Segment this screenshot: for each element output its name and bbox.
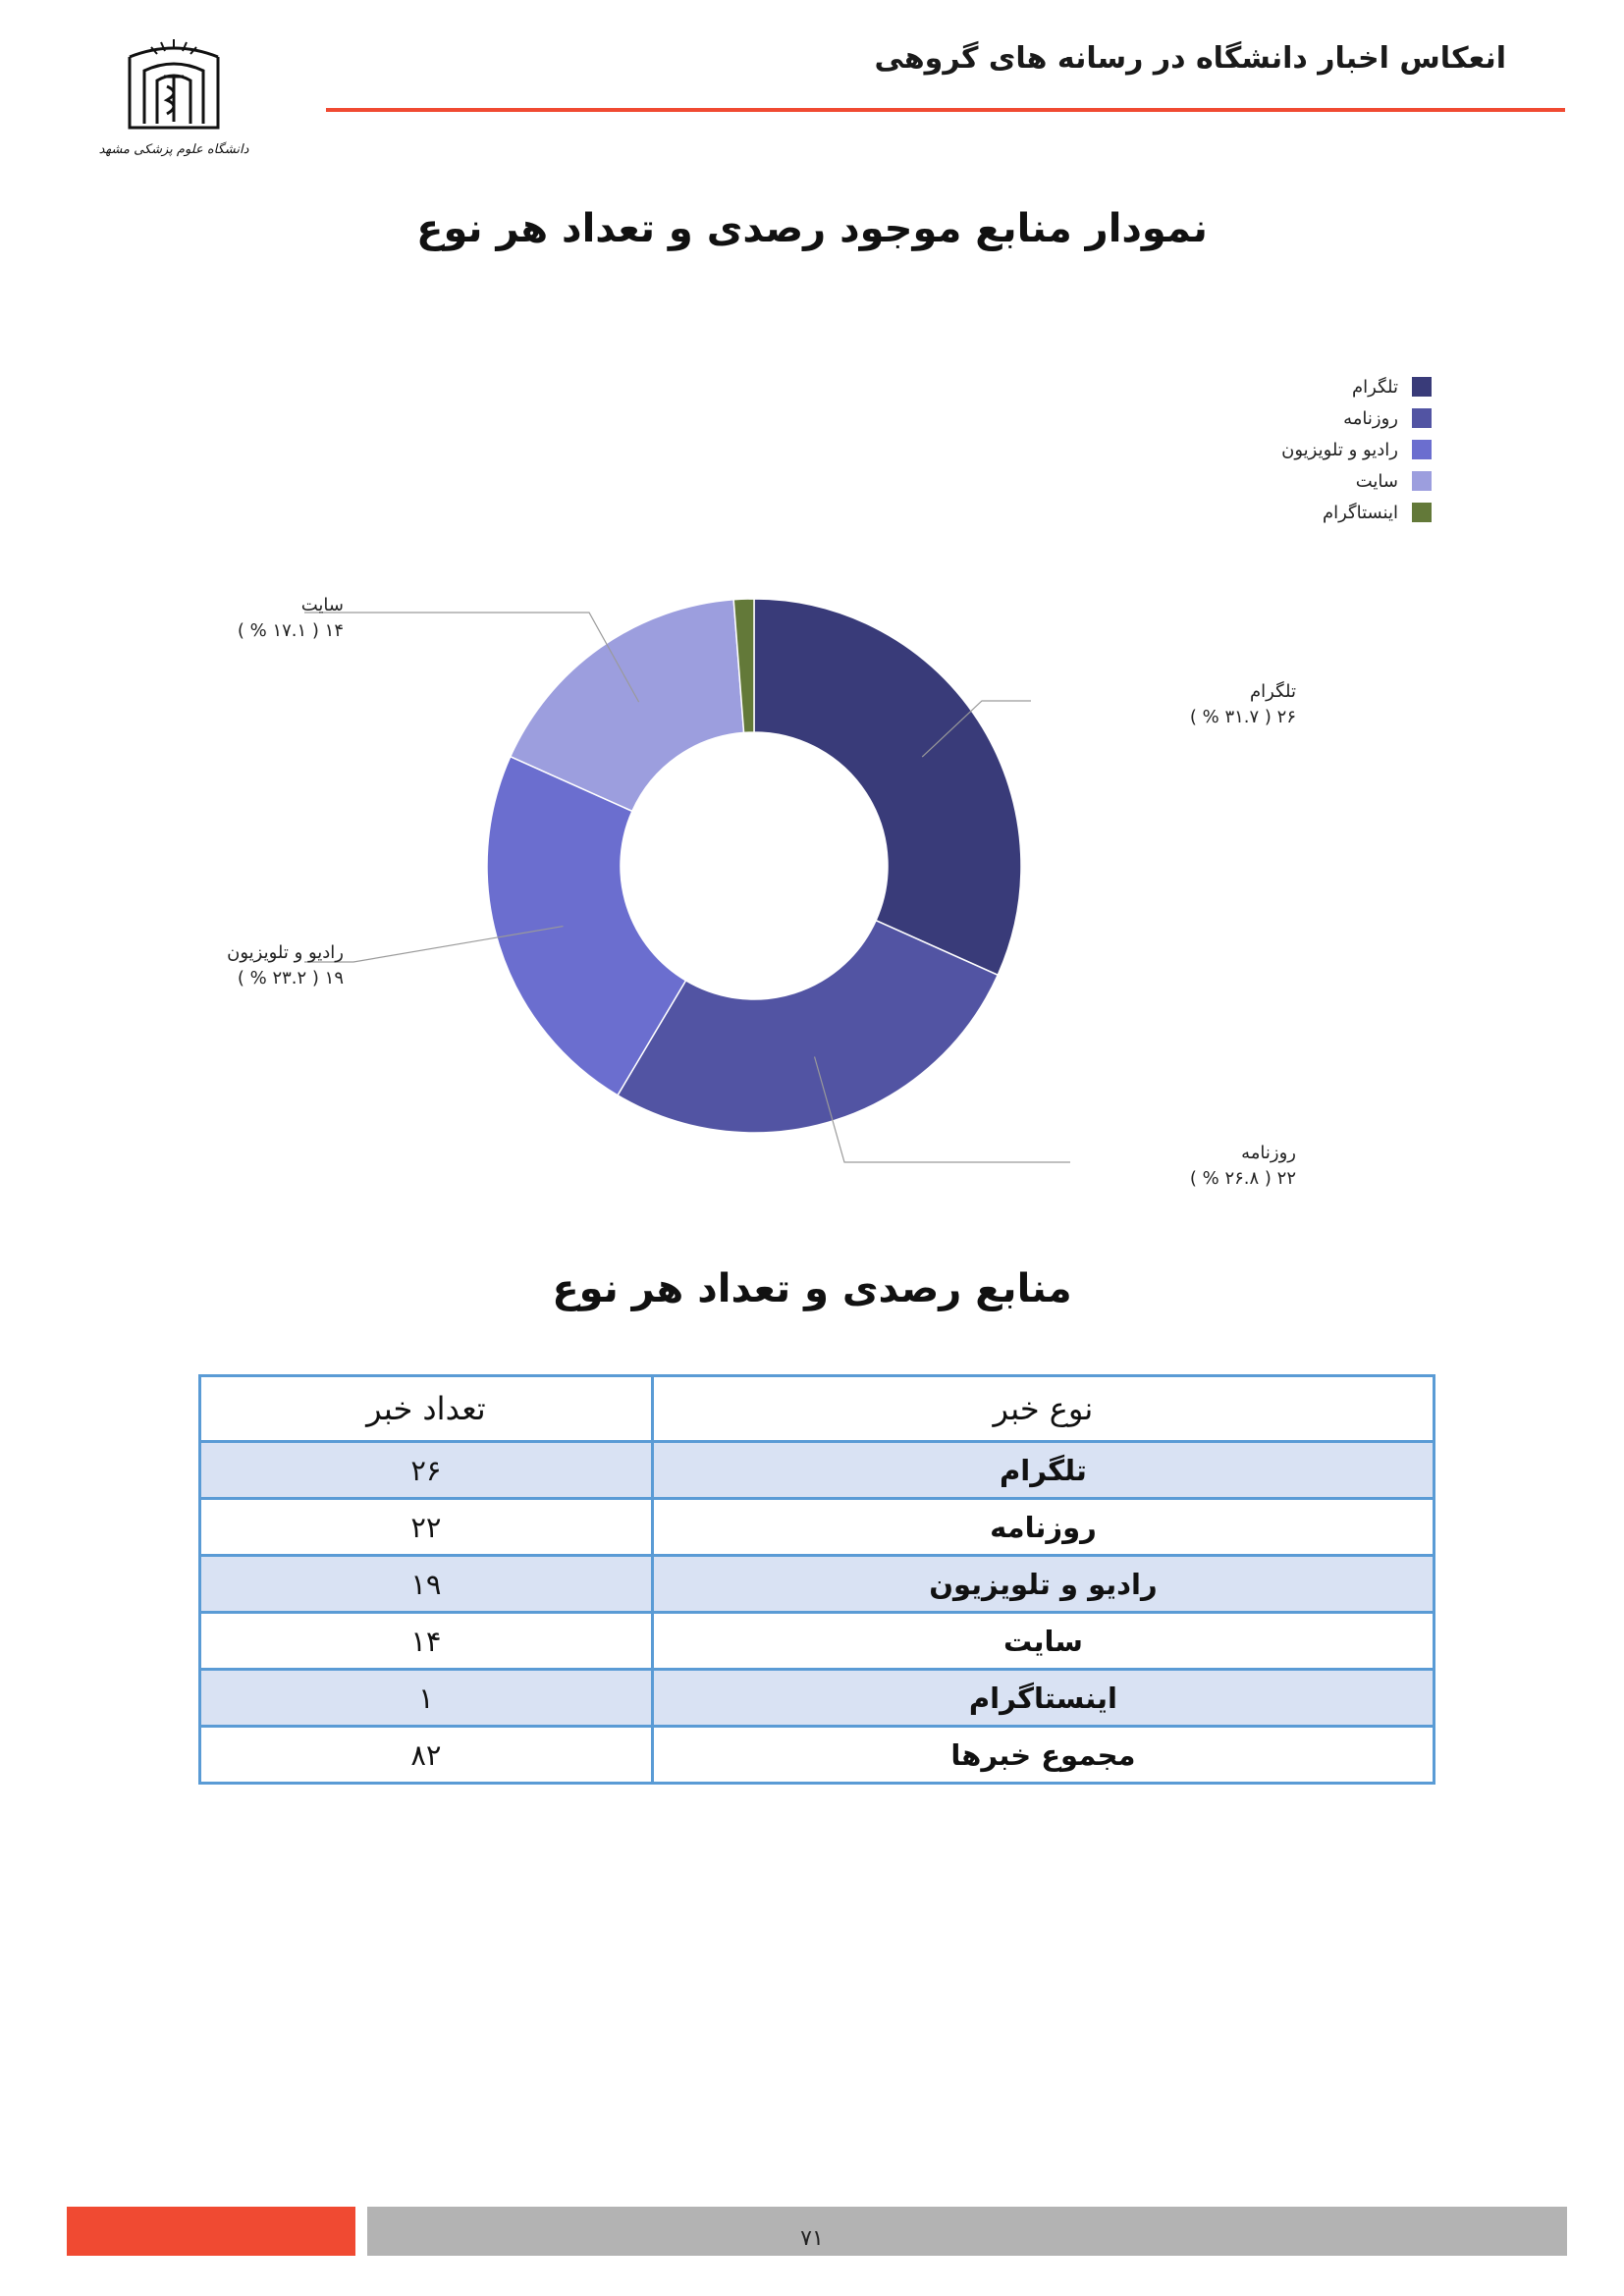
university-logo	[98, 37, 249, 167]
table-row	[200, 1442, 1435, 1499]
callout-value: ۲۶ ( ۳۱.۷ % )	[1189, 707, 1296, 727]
legend-label: اینستاگرام	[1322, 502, 1398, 523]
legend-swatch	[1412, 471, 1432, 491]
callout-name: روزنامه	[1241, 1143, 1296, 1163]
header-rule	[326, 108, 1565, 112]
table-row	[200, 1556, 1435, 1613]
donut-slice-1	[618, 921, 998, 1133]
table-row	[200, 1670, 1435, 1727]
donut-slices	[487, 599, 1021, 1133]
legend-swatch	[1412, 408, 1432, 428]
logo-text: دانشگاه علوم پزشکی مشهد	[98, 142, 249, 157]
chart-legend	[1058, 371, 1432, 528]
donut-chart	[216, 550, 1394, 1237]
callout-name: سایت	[300, 595, 344, 615]
page-number: ۷۱	[800, 2226, 824, 2251]
callout-name: رادیو و تلویزیون	[227, 942, 344, 963]
table-title: منابع رصدی و تعداد هر نوع	[552, 1266, 1072, 1311]
header-title: انعکاس اخبار دانشگاه در رسانه های گروهی	[874, 41, 1506, 76]
cell-type: اینستاگرام	[652, 1670, 1434, 1727]
cell-count: ۱۹	[200, 1556, 653, 1613]
callout-website	[147, 593, 344, 644]
table-row	[200, 1613, 1435, 1670]
callout-newspaper	[1100, 1141, 1296, 1192]
cell-type: تلگرام	[652, 1442, 1434, 1499]
chart-title: نمودار منابع موجود رصدی و تعداد هر نوع	[416, 206, 1208, 251]
table-header-row	[200, 1376, 1435, 1442]
header-news-count: تعداد خبر	[200, 1376, 653, 1442]
legend-swatch	[1412, 440, 1432, 459]
cell-type: مجموع خبرها	[652, 1727, 1434, 1784]
table-row	[200, 1499, 1435, 1556]
logo-emblem-icon	[98, 37, 249, 167]
legend-label: روزنامه	[1343, 407, 1398, 429]
legend-label: سایت	[1355, 470, 1398, 492]
legend-label: رادیو و تلویزیون	[1281, 439, 1398, 460]
donut-slice-0	[754, 599, 1021, 975]
sources-table	[198, 1374, 1435, 1785]
cell-type: رادیو و تلویزیون	[652, 1556, 1434, 1613]
cell-count: ۸۲	[200, 1727, 653, 1784]
legend-label: تلگرام	[1352, 376, 1398, 398]
legend-item-instagram	[1058, 497, 1432, 528]
cell-type: روزنامه	[652, 1499, 1434, 1556]
cell-count: ۲۲	[200, 1499, 653, 1556]
callout-value: ۱۹ ( ۲۳.۲ % )	[237, 968, 344, 988]
legend-swatch	[1412, 503, 1432, 522]
cell-count: ۱	[200, 1670, 653, 1727]
legend-swatch	[1412, 377, 1432, 397]
legend-item-telegram	[1058, 371, 1432, 402]
legend-item-radio-tv	[1058, 434, 1432, 465]
callout-value: ۲۲ ( ۲۶.۸ % )	[1189, 1168, 1296, 1189]
callout-name: تلگرام	[1250, 681, 1296, 702]
cell-count: ۱۴	[200, 1613, 653, 1670]
callout-radio-tv	[147, 940, 344, 991]
legend-item-newspaper	[1058, 402, 1432, 434]
cell-count: ۲۶	[200, 1442, 653, 1499]
header-news-type: نوع خبر	[652, 1376, 1434, 1442]
legend-item-website	[1058, 465, 1432, 497]
cell-type: سایت	[652, 1613, 1434, 1670]
callout-telegram	[1100, 679, 1296, 730]
callout-value: ۱۴ ( ۱۷.۱ % )	[237, 620, 344, 641]
table-row-total	[200, 1727, 1435, 1784]
